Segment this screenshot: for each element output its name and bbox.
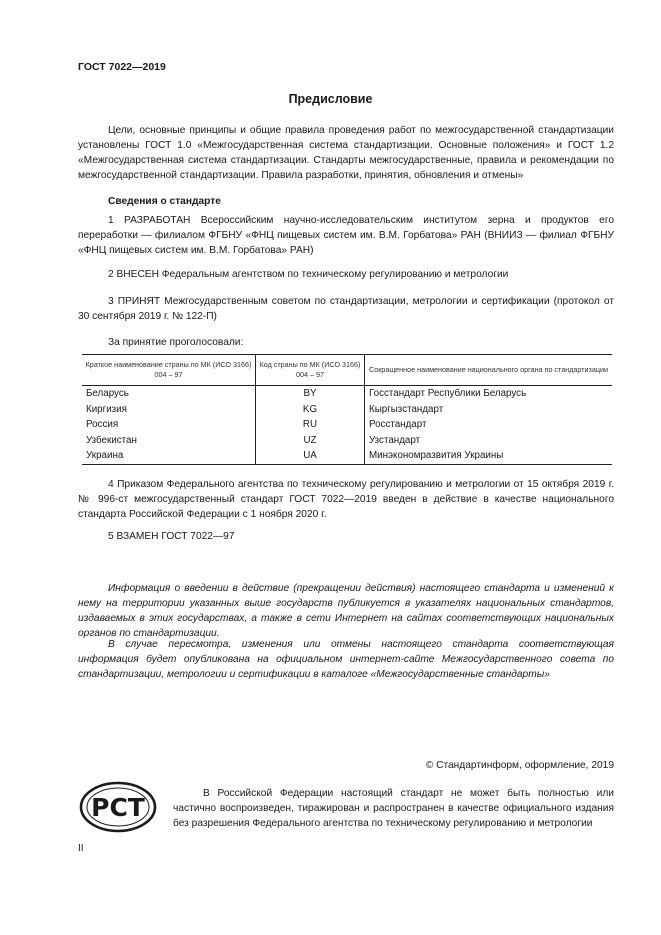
- cell-body: Госстандарт Республики Беларусь: [365, 386, 613, 402]
- page-title: Предисловие: [288, 92, 373, 106]
- rst-logo-letters: РСТ: [91, 793, 145, 822]
- item-introduced: 2 ВНЕСЕН Федеральным агентством по техническому регулированию и метрологии: [108, 269, 509, 280]
- table-row: [82, 433, 612, 449]
- cell-country: Украина: [82, 448, 256, 464]
- document-code: ГОСТ 7022—2019: [78, 61, 166, 73]
- section-heading: Сведения о стандарте: [108, 196, 221, 207]
- cell-code: KG: [256, 402, 365, 418]
- cell-body: Минэкономразвития Украины: [365, 448, 613, 464]
- info-paragraph-revision: В случае пересмотра, изменения или отмены настоящего стандарта соответствующая информация будет опубликована на официальном интернет-сайте Межгосударственного совета по стандартизации, метрологии и сертификации в каталоге «Межгосударственные стандарты»: [78, 639, 614, 680]
- cell-code: BY: [256, 386, 365, 402]
- table-row: [82, 448, 612, 464]
- cell-code: RU: [256, 417, 365, 433]
- cell-country: Россия: [86, 419, 119, 430]
- rst-logo: [78, 780, 162, 834]
- rst-logo-icon: [78, 780, 162, 834]
- table-row: [82, 402, 612, 418]
- page-number: II: [78, 843, 84, 854]
- column-header-code: Код страны по МК (ИСО 3166) 004 – 97: [256, 355, 365, 386]
- cell-country: Беларусь: [86, 388, 129, 399]
- item-developed: 1 РАЗРАБОТАН Всероссийским научно-исследовательским институтом зерна и продуктов его переработки — филиалом ФГБНУ «ФНЦ пищевых систем им. В.М. Горбатова» РАН (ВНИИЗ — филиал ФГБНУ «ФНЦ пищевых систем им. В.М. Горбатова» РАН): [78, 215, 614, 256]
- item-replaces: 5 ВЗАМЕН ГОСТ 7022—97: [108, 531, 235, 542]
- column-header-body: Сокращенное наименование национального органа по стандартизации: [365, 355, 613, 386]
- intro-paragraph: Цели, основные принципы и общие правила проведения работ по межгосударственной стандартизации установлены ГОСТ 1.0 «Межгосударственная система стандартизации. Основные положения» и ГОСТ 1.2 «Межгосударственная система стандартизации. Стандарты межгосударственные, правила и рекомендации по межгосударственной стандартизации. Правила разработки, принятия, обновления и отмены»: [78, 125, 614, 181]
- column-header-country: Краткое наименование страны по МК (ИСО 3166) 004 – 97: [82, 355, 256, 386]
- cell-body: Росстандарт: [365, 417, 613, 433]
- item-order: 4 Приказом Федерального агентства по техническому регулированию и метрологии от 15 октября 2019 г. № 996-ст межгосударственный стандарт ГОСТ 7022—2019 введен в действие в качестве национального стандарта Российской Федерации с 1 ноября 2020 г.: [78, 479, 614, 520]
- cell-body: Узстандарт: [365, 433, 613, 449]
- reproduction-notice: В Российской Федерации настоящий стандарт не может быть полностью или частично воспроизведен, тиражирован и распространен в качестве официального издания без разрешения Федерального агентства по техническому регулированию и метрологии: [173, 788, 614, 829]
- cell-body: Кыргызстандарт: [365, 402, 613, 418]
- copyright-line: © Стандартинформ, оформление, 2019: [425, 760, 614, 771]
- vote-table-header-row: [82, 355, 612, 386]
- vote-table: [82, 354, 612, 465]
- info-paragraph-introduction: Информация о введении в действие (прекращении действия) настоящего стандарта и изменений к нему на территории указанных выше государств публикуется в указателях национальных стандартов, издаваемых в этих государствах, а также в сети Интернет на сайтах соответствующих национальных органов по стандартизации.: [78, 583, 614, 639]
- table-row: [82, 417, 612, 433]
- table-row: [82, 386, 612, 402]
- vote-intro: За принятие проголосовали:: [108, 337, 244, 348]
- item-adopted: 3 ПРИНЯТ Межгосударственным советом по стандартизации, метрологии и сертификации (протокол от 30 сентября 2019 г. № 122-П): [78, 296, 614, 322]
- cell-code: UZ: [256, 433, 365, 449]
- cell-country: Киргизия: [86, 403, 127, 415]
- cell-country: Узбекистан: [86, 434, 137, 446]
- cell-code: UA: [256, 448, 365, 464]
